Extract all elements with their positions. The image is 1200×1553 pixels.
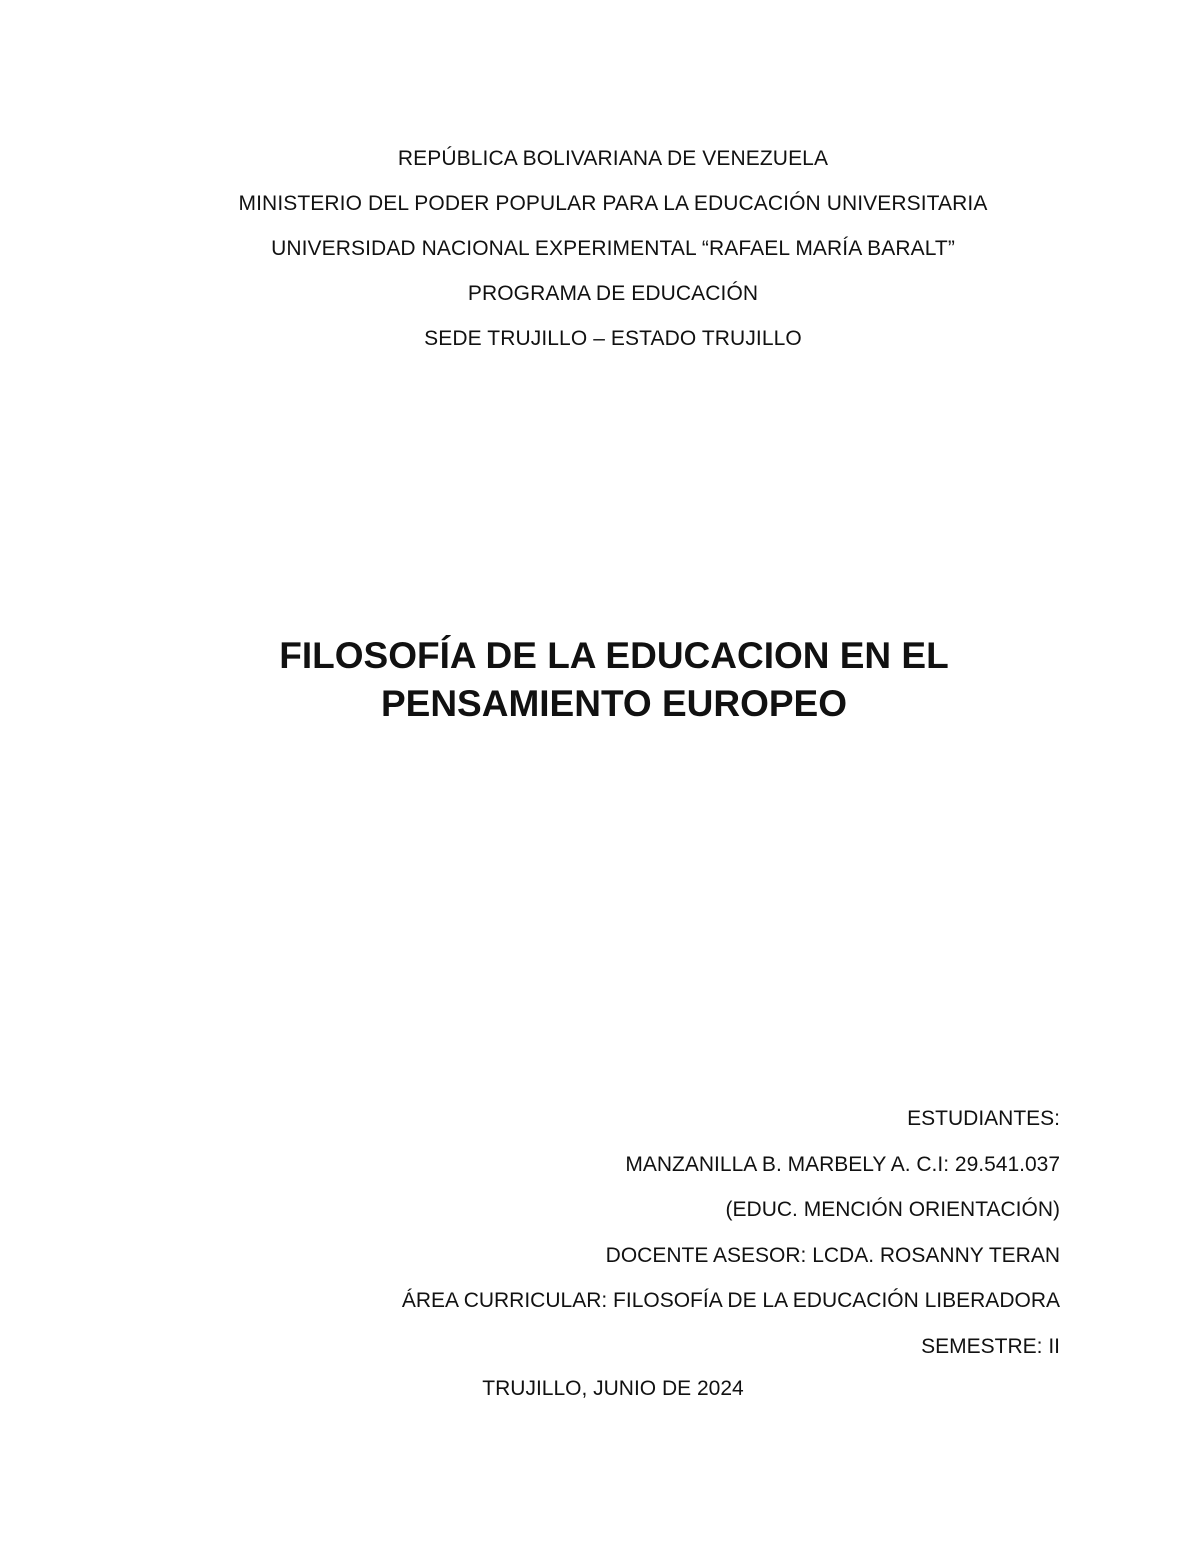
university-line: UNIVERSIDAD NACIONAL EXPERIMENTAL “RAFAEL MARÍA BARALT” [271, 237, 955, 260]
advisor-line: DOCENTE ASESOR: LCDA. ROSANNY TERAN [605, 1243, 1060, 1267]
semester-line: SEMESTRE: II [921, 1334, 1060, 1358]
campus-line: SEDE TRUJILLO – ESTADO TRUJILLO [424, 327, 802, 350]
program-line: PROGRAMA DE EDUCACIÓN [467, 282, 759, 305]
ministry-line: MINISTERIO DEL PODER POPULAR PARA LA EDUCACIÓN UNIVERSITARIA [238, 192, 988, 215]
country-line: REPÚBLICA BOLIVARIANA DE VENEZUELA [397, 147, 829, 170]
title-line-1: FILOSOFÍA DE LA EDUCACION EN EL [279, 635, 949, 676]
student-program: (EDUC. MENCIÓN ORIENTACIÓN) [725, 1198, 1060, 1221]
author-info [402, 1096, 1060, 1369]
place-date: TRUJILLO, JUNIO DE 2024 [482, 1377, 744, 1400]
title-line-2: PENSAMIENTO EUROPEO [380, 683, 847, 724]
students-heading: ESTUDIANTES: [907, 1107, 1060, 1130]
institution-header [0, 136, 1200, 361]
curricular-area-line: ÁREA CURRICULAR: FILOSOFÍA DE LA EDUCACIÓN LIBERADORA [401, 1289, 1060, 1312]
student-name: MANZANILLA B. MARBELY A. C.I: 29.541.037 [625, 1152, 1060, 1176]
document-title [0, 632, 1200, 728]
